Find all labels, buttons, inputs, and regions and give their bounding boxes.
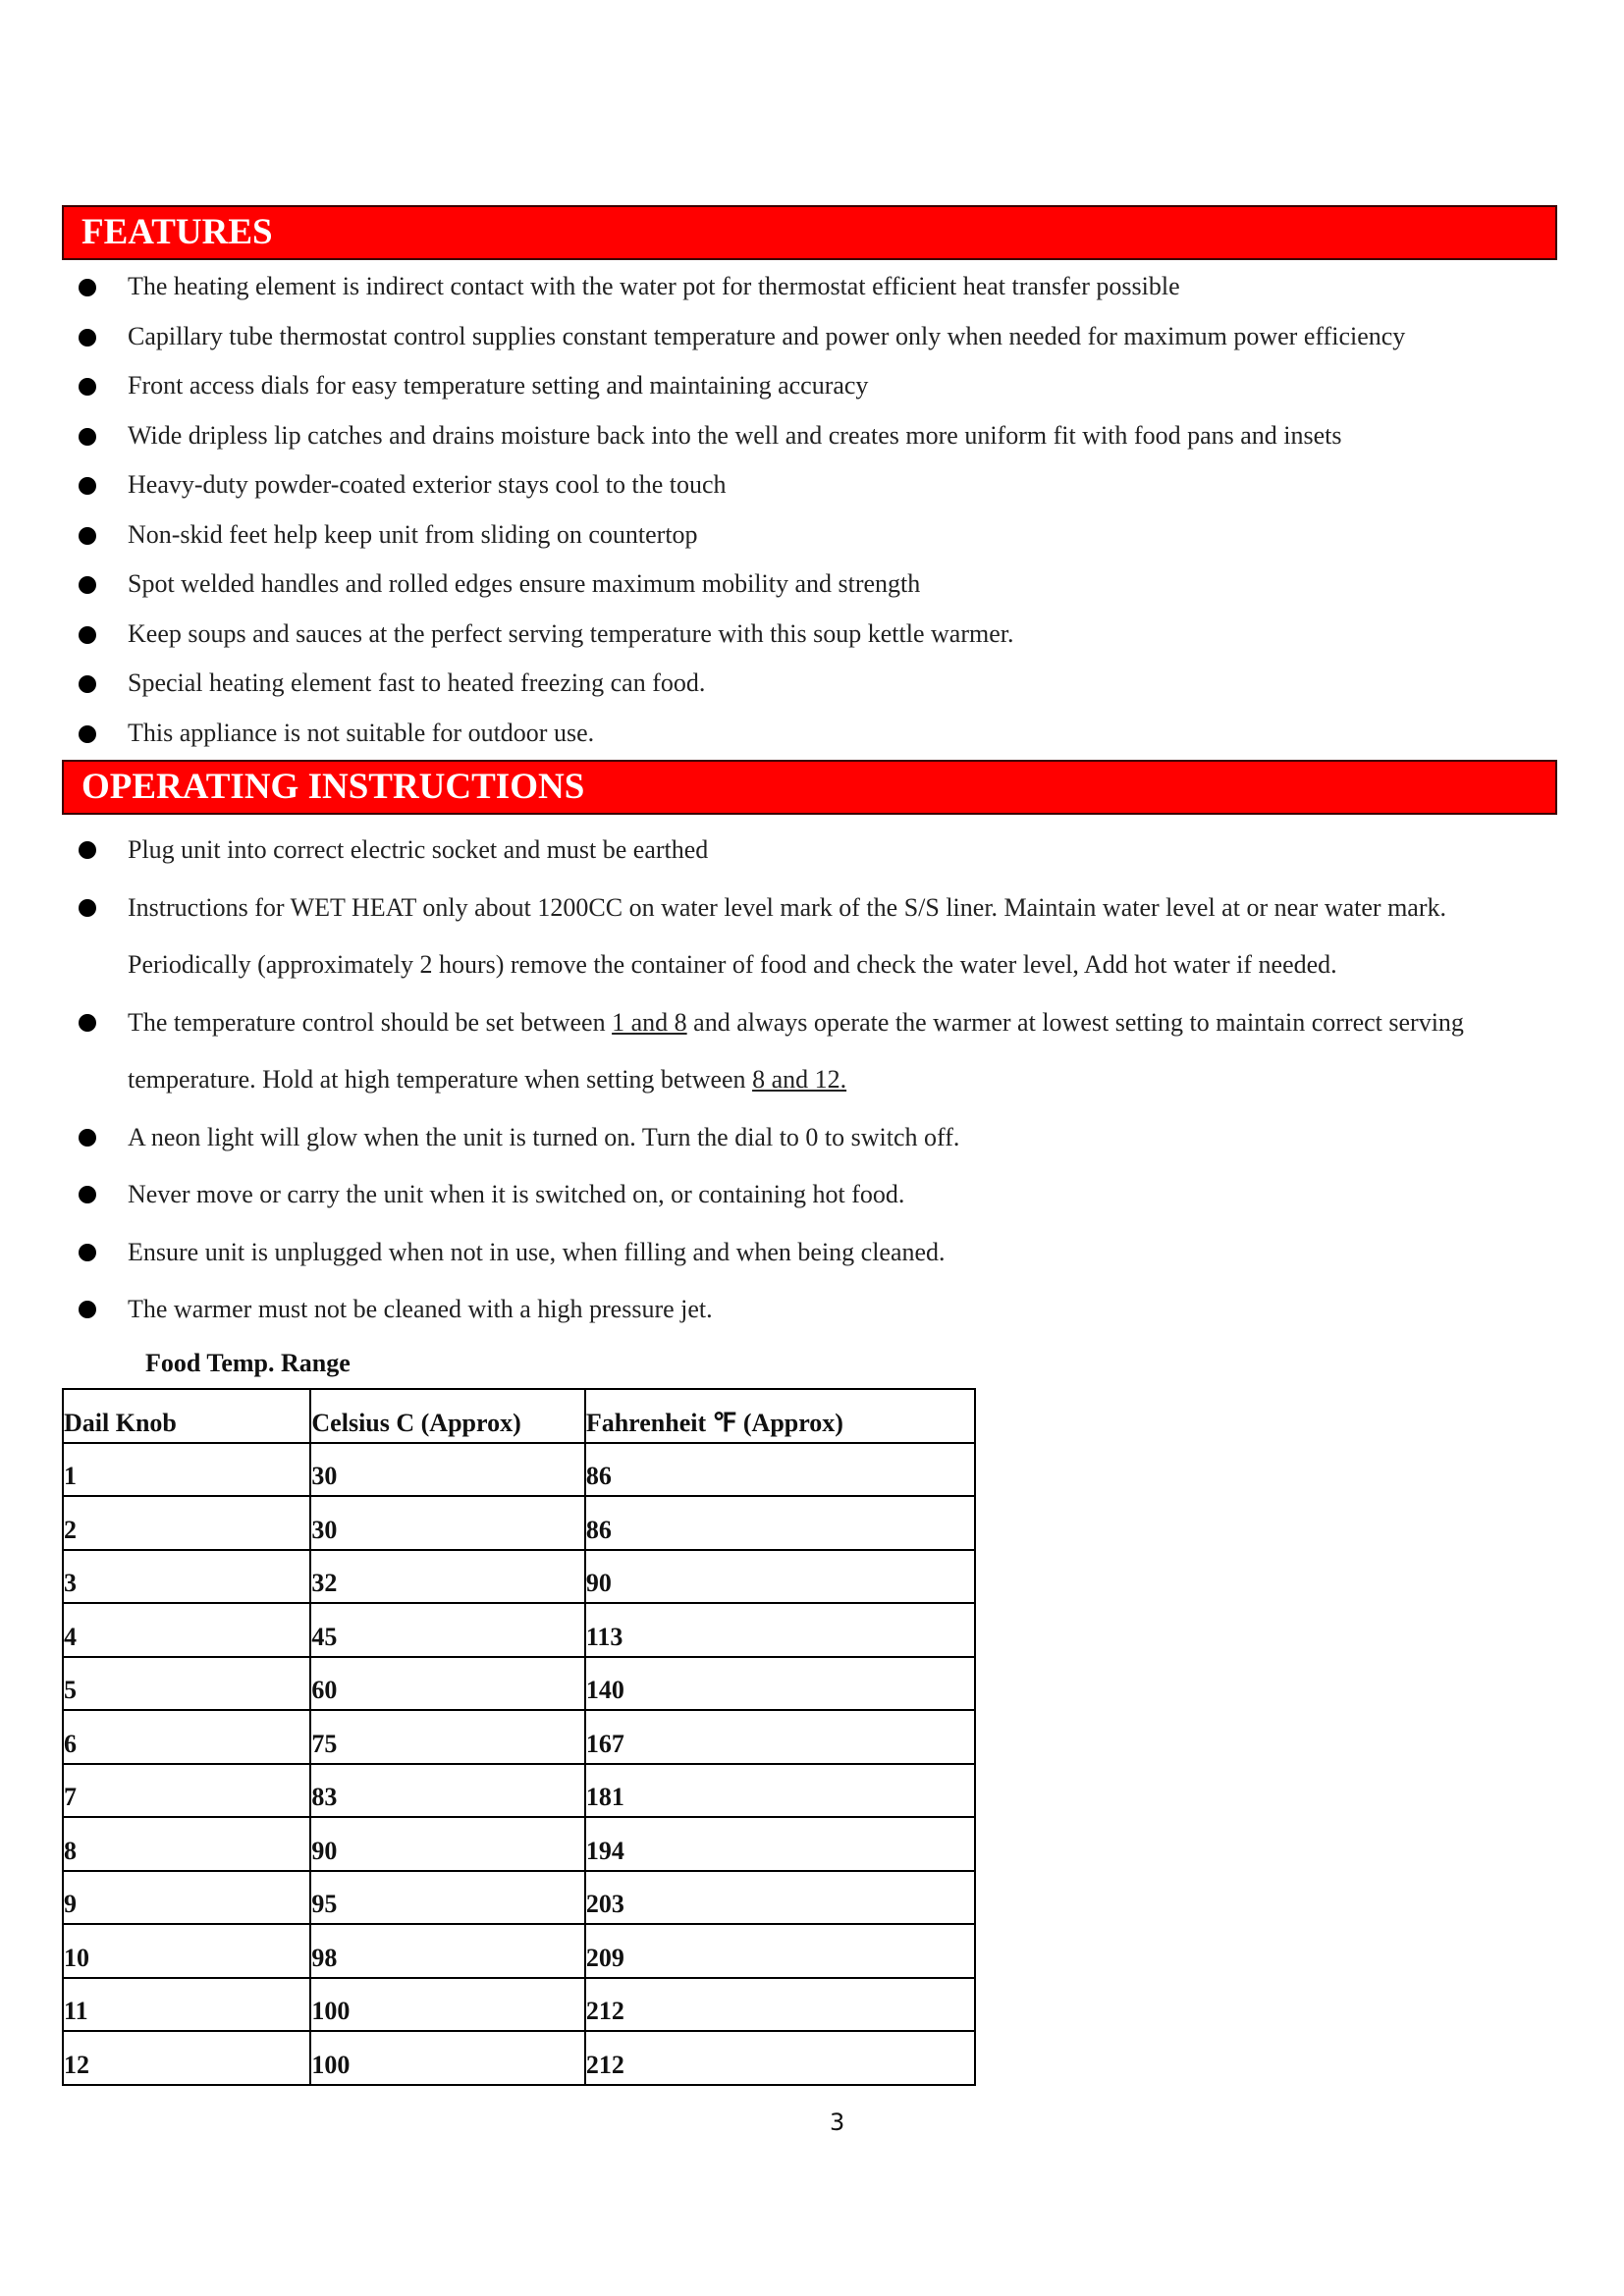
operating-item-text: A neon light will glow when the unit is turned on. Turn the dial to 0 to switch off.: [128, 1122, 960, 1151]
operating-item-text: Periodically (approximately 2 hours) remove the container of food and check the water level, Add hot water if needed.: [128, 950, 1337, 979]
fahrenheit-cell: 212: [585, 2031, 975, 2085]
features-item-text: Spot welded handles and rolled edges ensure maximum mobility and strength: [128, 569, 921, 598]
features-item-text: Keep soups and sauces at the perfect serving temperature with this soup kettle warmer.: [128, 618, 1014, 648]
features-item: [77, 366, 1405, 416]
features-item: [77, 614, 1405, 665]
table-header-row: [63, 1389, 975, 1443]
table-caption: Food Temp. Range: [145, 1349, 351, 1377]
celsius-cell: 83: [310, 1764, 584, 1818]
dial-knob-cell: 8: [63, 1817, 310, 1871]
celsius-cell: 100: [310, 2031, 584, 2085]
features-item: [77, 564, 1405, 614]
fahrenheit-cell: 113: [585, 1603, 975, 1657]
bullet-icon: [79, 1186, 96, 1203]
fahrenheit-cell: 194: [585, 1817, 975, 1871]
table-row: [63, 1817, 975, 1871]
page-number: 3: [830, 2109, 845, 2136]
features-item-text: Heavy-duty powder-coated exterior stays cool to the touch: [128, 470, 727, 499]
fahrenheit-cell: 140: [585, 1657, 975, 1711]
bullet-icon: [79, 1129, 96, 1147]
fahrenheit-cell: 212: [585, 1978, 975, 2032]
dial-knob-cell: 7: [63, 1764, 310, 1818]
column-header-dial-knob: Dail Knob: [63, 1389, 310, 1443]
food-temp-table: [62, 1388, 976, 2086]
operating-item-text: temperature. Hold at high temperature when setting between: [128, 1065, 753, 1094]
bullet-icon: [79, 675, 96, 693]
dial-knob-cell: 4: [63, 1603, 310, 1657]
features-list: [77, 267, 1405, 763]
operating-instructions-heading-text: OPERATING INSTRUCTIONS: [81, 767, 585, 807]
features-item-text: Non-skid feet help keep unit from sliding on countertop: [128, 519, 698, 549]
celsius-cell: 32: [310, 1550, 584, 1604]
bullet-icon: [79, 279, 96, 296]
bullet-icon: [79, 1244, 96, 1261]
table-row: [63, 1978, 975, 2032]
celsius-cell: 30: [310, 1496, 584, 1550]
dial-knob-cell: 1: [63, 1443, 310, 1497]
bullet-icon: [79, 1301, 96, 1318]
operating-instructions-list: [77, 822, 1464, 1339]
fahrenheit-cell: 86: [585, 1443, 975, 1497]
operating-item-text: The warmer must not be cleaned with a high pressure jet.: [128, 1295, 713, 1323]
dial-knob-cell: 2: [63, 1496, 310, 1550]
celsius-cell: 90: [310, 1817, 584, 1871]
celsius-cell: 30: [310, 1443, 584, 1497]
table-row: [63, 1764, 975, 1818]
operating-item: [77, 1109, 1464, 1167]
table-row: [63, 1443, 975, 1497]
bullet-icon: [79, 428, 96, 446]
table-row: [63, 1871, 975, 1925]
bullet-icon: [79, 477, 96, 495]
celsius-cell: 98: [310, 1924, 584, 1978]
fahrenheit-cell: 167: [585, 1710, 975, 1764]
dial-knob-cell: 6: [63, 1710, 310, 1764]
column-header-celsius: Celsius C (Approx): [310, 1389, 584, 1443]
fahrenheit-cell: 181: [585, 1764, 975, 1818]
celsius-cell: 45: [310, 1603, 584, 1657]
table-row: [63, 1710, 975, 1764]
features-item: [77, 267, 1405, 317]
features-item-text: Wide dripless lip catches and drains moisture back into the well and creates more uniform fit with food pans and insets: [128, 420, 1342, 450]
bullet-icon: [79, 378, 96, 396]
features-item: [77, 465, 1405, 515]
operating-item-text: Ensure unit is unplugged when not in use, when filling and when being cleaned.: [128, 1237, 946, 1266]
fahrenheit-cell: 209: [585, 1924, 975, 1978]
table-row: [63, 1603, 975, 1657]
table-row: [63, 1657, 975, 1711]
fahrenheit-cell: 86: [585, 1496, 975, 1550]
features-item: [77, 664, 1405, 714]
fahrenheit-cell: 203: [585, 1871, 975, 1925]
operating-item-text: and always operate the warmer at lowest setting to maintain correct serving: [686, 1007, 1464, 1037]
operating-item: [77, 1224, 1464, 1282]
dial-knob-cell: 5: [63, 1657, 310, 1711]
features-item-text: Front access dials for easy temperature setting and maintaining accuracy: [128, 371, 869, 400]
bullet-icon: [79, 841, 96, 859]
table-row: [63, 2031, 975, 2085]
operating-item: [77, 822, 1464, 880]
table-row: [63, 1496, 975, 1550]
bullet-icon: [79, 626, 96, 644]
operating-item-text: Instructions for WET HEAT only about 1200CC on water level mark of the S/S liner. Maintain water level at or near water mark.: [128, 892, 1446, 922]
setting-range-high: 8 and 12.: [752, 1065, 847, 1094]
features-heading: [62, 205, 1557, 260]
operating-item: [77, 1281, 1464, 1339]
features-item: [77, 416, 1405, 466]
features-item-text: The heating element is indirect contact with the water pot for thermostat efficient heat transfer possible: [128, 272, 1180, 300]
table-row: [63, 1924, 975, 1978]
bullet-icon: [79, 576, 96, 594]
operating-item-text: Never move or carry the unit when it is switched on, or containing hot food.: [128, 1180, 905, 1208]
features-item-text: Special heating element fast to heated freezing can food.: [128, 668, 706, 697]
celsius-cell: 60: [310, 1657, 584, 1711]
features-item-text: Capillary tube thermostat control supplies constant temperature and power only when needed for maximum power efficiency: [128, 321, 1406, 350]
celsius-cell: 100: [310, 1978, 584, 2032]
operating-item: [77, 994, 1464, 1109]
dial-knob-cell: 11: [63, 1978, 310, 2032]
features-heading-text: FEATURES: [81, 212, 273, 252]
features-item: [77, 515, 1405, 565]
operating-item-text: The temperature control should be set between: [128, 1007, 613, 1037]
fahrenheit-cell: 90: [585, 1550, 975, 1604]
celsius-cell: 75: [310, 1710, 584, 1764]
bullet-icon: [79, 329, 96, 347]
dial-knob-cell: 9: [63, 1871, 310, 1925]
operating-item-text: Plug unit into correct electric socket and must be earthed: [128, 835, 709, 864]
features-item: [77, 317, 1405, 367]
dial-knob-cell: 10: [63, 1924, 310, 1978]
features-item: [77, 714, 1405, 764]
features-item-text: This appliance is not suitable for outdoor use.: [128, 718, 595, 747]
celsius-cell: 95: [310, 1871, 584, 1925]
dial-knob-cell: 3: [63, 1550, 310, 1604]
column-header-fahrenheit: Fahrenheit ℉ (Approx): [585, 1389, 975, 1443]
bullet-icon: [79, 725, 96, 743]
operating-item: [77, 1166, 1464, 1224]
bullet-icon: [79, 527, 96, 545]
bullet-icon: [79, 1014, 96, 1032]
setting-range-low: 1 and 8: [612, 1007, 687, 1037]
dial-knob-cell: 12: [63, 2031, 310, 2085]
bullet-icon: [79, 899, 96, 917]
operating-instructions-heading: [62, 760, 1557, 815]
operating-item: [77, 880, 1464, 994]
table-row: [63, 1550, 975, 1604]
